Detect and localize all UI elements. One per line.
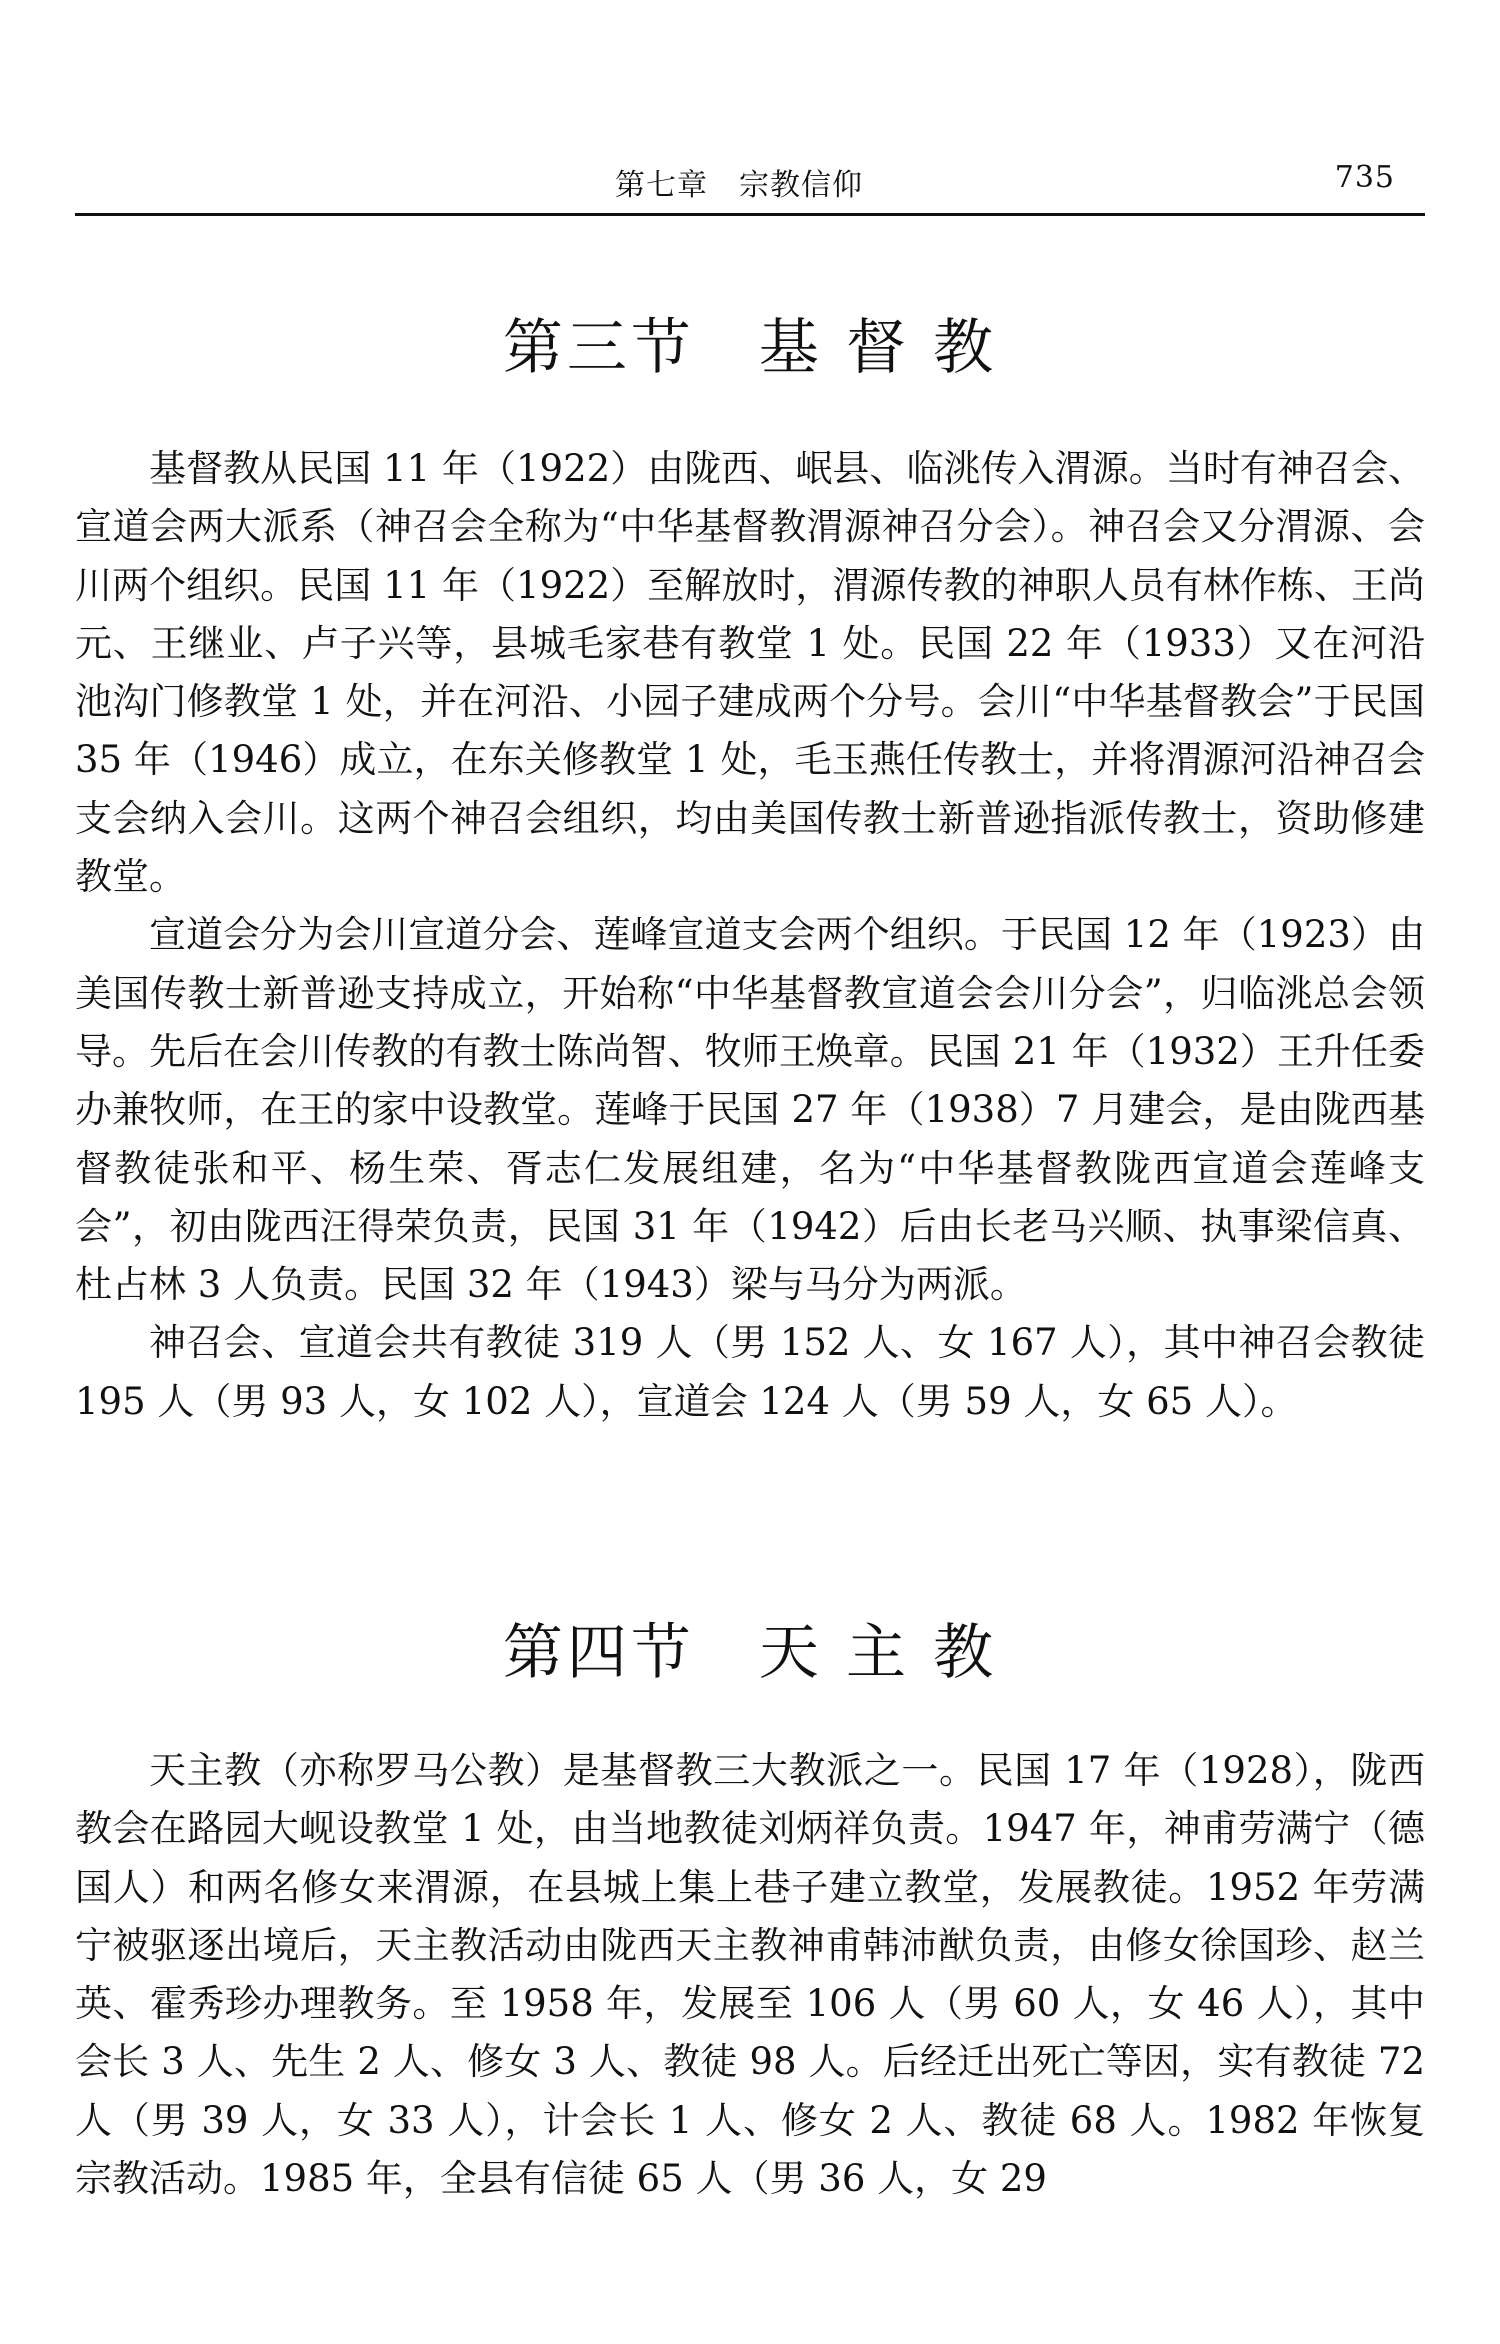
page-number: 735 bbox=[1334, 160, 1395, 195]
section-body-christianity bbox=[75, 440, 1425, 1431]
paragraph: 神召会、宣道会共有教徒 319 人（男 152 人、女 167 人），其中神召会教徒 195 人（男 93 人，女 102 人），宣道会 124 人（男 59 人，女 65 人）。 bbox=[75, 1321, 1425, 1423]
chapter-running-title: 第七章 宗教信仰 bbox=[615, 168, 863, 203]
paragraph: 基督教从民国 11 年（1922）由陇西、岷县、临洮传入渭源。当时有神召会、宣道会两大派系（神召会全称为“中华基督教渭源神召分会）。神召会又分渭源、会川两个组织。民国 11 年（1922）至解放时，渭源传教的神职人员有林作栋、王尚元、王继业、卢子兴等，县城毛家巷有教堂 1 处。民国 22 年（1933）又在河沿池沟门修教堂 1 处，并在河沿、小园子建成两个分号。会川“中华基督教会”于民国 35 年（1946）成立，在东关修教堂 1 处，毛玉燕任传教士，并将渭源河沿神召会支会纳入会川。这两个神召会组织，均由美国传教士新普逊指派传教士，资助修建教堂。 bbox=[75, 447, 1425, 899]
paragraph: 天主教（亦称罗马公教）是基督教三大教派之一。民国 17 年（1928），陇西教会在路园大岘设教堂 1 处，由当地教徒刘炳祥负责。1947 年，神甫劳满宁（德国人）和两名修女来渭源，在县城上集上巷子建立教堂，发展教徒。1952 年劳满宁被驱逐出境后，天主教活动由陇西天主教神甫韩沛猷负责，由修女徐国珍、赵兰英、霍秀珍办理教务。至 1958 年，发展至 106 人（男 60 人，女 46 人），其中会长 3 人、先生 2 人、修女 3 人、教徒 98 人。后经迁出死亡等因，实有教徒 72 人（男 39 人，女 33 人），计会长 1 人、修女 2 人、教徒 68 人。1982 年恢复宗教活动。1985 年，全县有信徒 65 人（男 36 人，女 29 bbox=[75, 1749, 1425, 2201]
running-header bbox=[75, 160, 1425, 210]
section-title-catholicism: 第四节 天 主 教 bbox=[502, 1618, 998, 1688]
paragraph: 宣道会分为会川宣道分会、莲峰宣道支会两个组织。于民国 12 年（1923）由美国传教士新普逊支持成立，开始称“中华基督教宣道会会川分会”，归临洮总会领导。先后在会川传教的有教士陈尚智、牧师王焕章。民国 21 年（1932）王升任委办兼牧师，在王的家中设教堂。莲峰于民国 27 年（1938）7 月建会，是由陇西基督教徒张和平、杨生荣、胥志仁发展组建，名为“中华基督教陇西宣道会莲峰支会”，初由陇西汪得荣负责，民国 31 年（1942）后由长老马兴顺、执事梁信真、杜占林 3 人负责。民国 32 年（1943）梁与马分为两派。 bbox=[75, 913, 1425, 1307]
header-rule bbox=[75, 213, 1425, 216]
section-body-catholicism bbox=[75, 1742, 1425, 2208]
section-title-christianity: 第三节 基 督 教 bbox=[502, 313, 998, 383]
